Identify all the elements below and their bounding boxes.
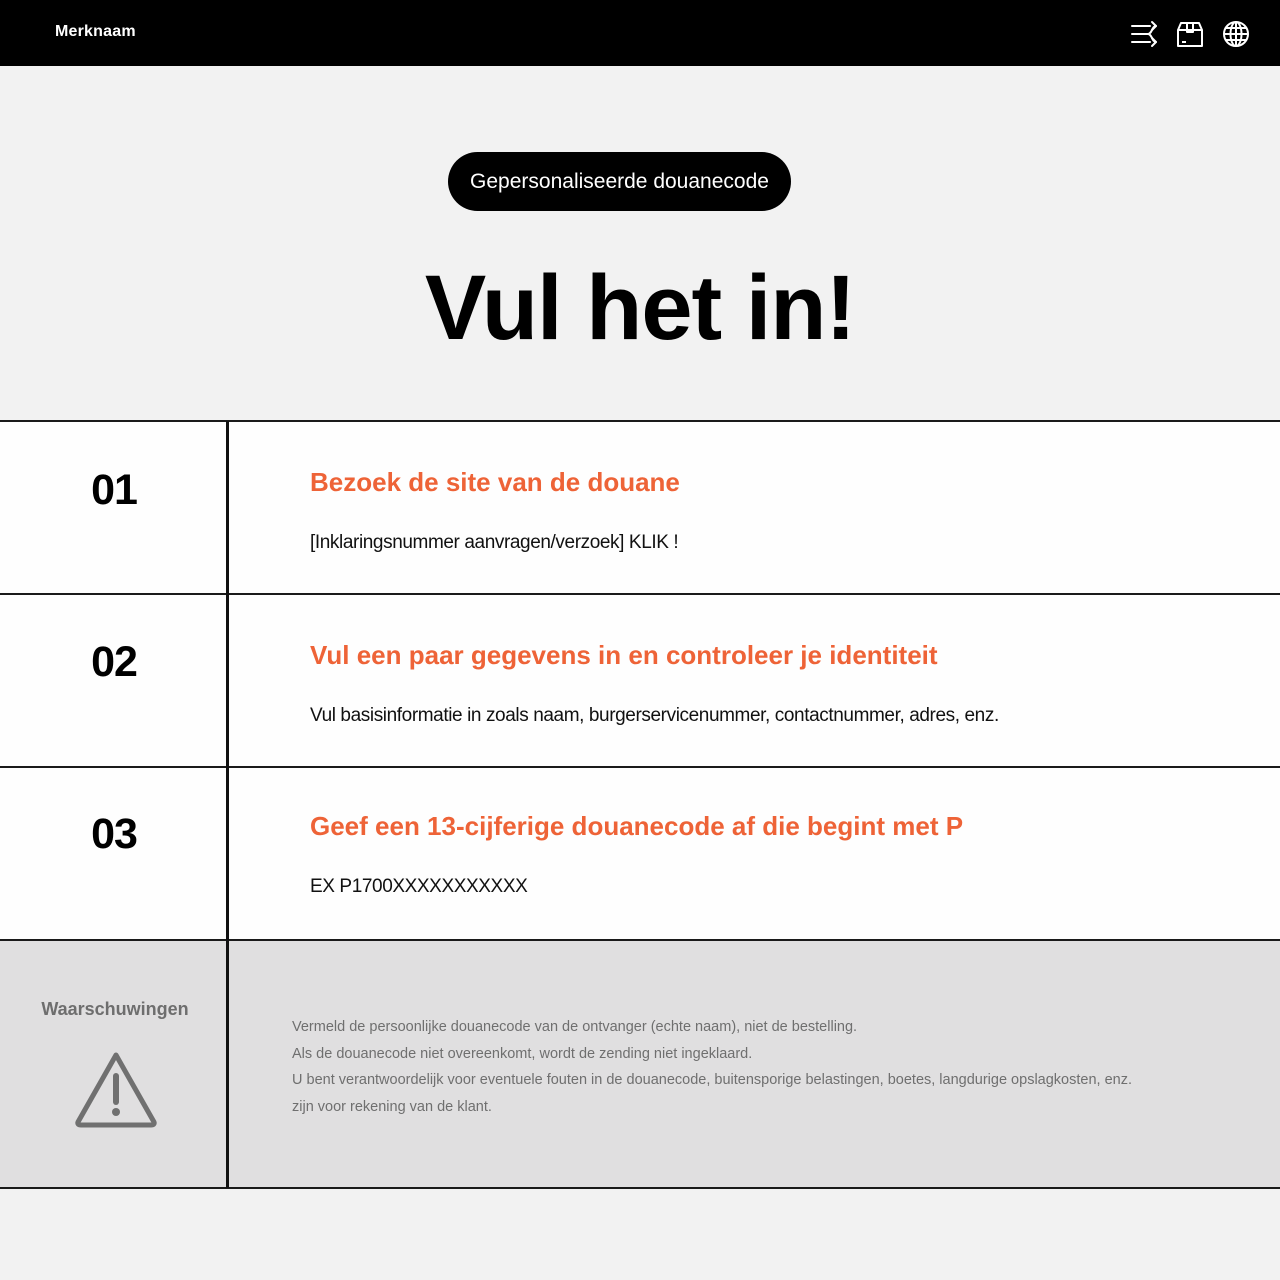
step-number-1: 01 — [91, 466, 137, 514]
box-icon[interactable] — [1174, 18, 1206, 50]
warning-line: Vermeld de persoonlijke douanecode van de ontvanger (echte naam), niet de bestelling. — [292, 1019, 858, 1035]
step-title-3: Geef een 13-cijferige douanecode af die begint met P — [310, 811, 964, 841]
shuffle-arrows-icon[interactable] — [1128, 18, 1160, 50]
category-badge-label: Gepersonaliseerde douanecode — [470, 169, 769, 193]
header-icons — [1128, 18, 1252, 50]
warning-line: Als de douanecode niet overeenkomt, wordt de zending niet ingeklaard. — [292, 1045, 753, 1062]
divider — [0, 593, 1280, 595]
warnings-label: Waarschuwingen — [41, 999, 189, 1019]
page-title: Vul het in! — [424, 257, 856, 359]
step-title-1: Bezoek de site van de douane — [310, 467, 680, 497]
warning-line: zijn voor rekening van de klant. — [292, 1098, 492, 1115]
brand-name[interactable]: Merknaam — [55, 23, 136, 40]
step-number-3: 03 — [91, 810, 137, 858]
warnings-text — [292, 1014, 1212, 1120]
divider — [0, 1187, 1280, 1189]
divider — [0, 939, 1280, 941]
divider — [0, 766, 1280, 768]
top-navigation-bar — [0, 0, 1280, 66]
step-description-3: EX P1700XXXXXXXXXXX — [310, 876, 528, 897]
column-divider — [226, 421, 229, 1188]
step-description-2: Vul basisinformatie in zoals naam, burgerservicenummer, contactnummer, adres, enz. — [310, 705, 999, 726]
globe-icon[interactable] — [1220, 18, 1252, 50]
step-description-1: [Inklaringsnummer aanvragen/verzoek] KLIK ! — [310, 532, 679, 553]
step-title-2: Vul een paar gegevens in en controleer je identiteit — [310, 640, 938, 670]
divider — [0, 420, 1280, 422]
warning-triangle-icon — [73, 1050, 159, 1128]
category-badge — [448, 152, 791, 211]
warning-line: U bent verantwoordelijk voor eventuele fouten in de douanecode, buitensporige belastingen, boetes, langdurige opslagkosten, enz. — [292, 1072, 1132, 1089]
step-number-2: 02 — [91, 638, 137, 686]
